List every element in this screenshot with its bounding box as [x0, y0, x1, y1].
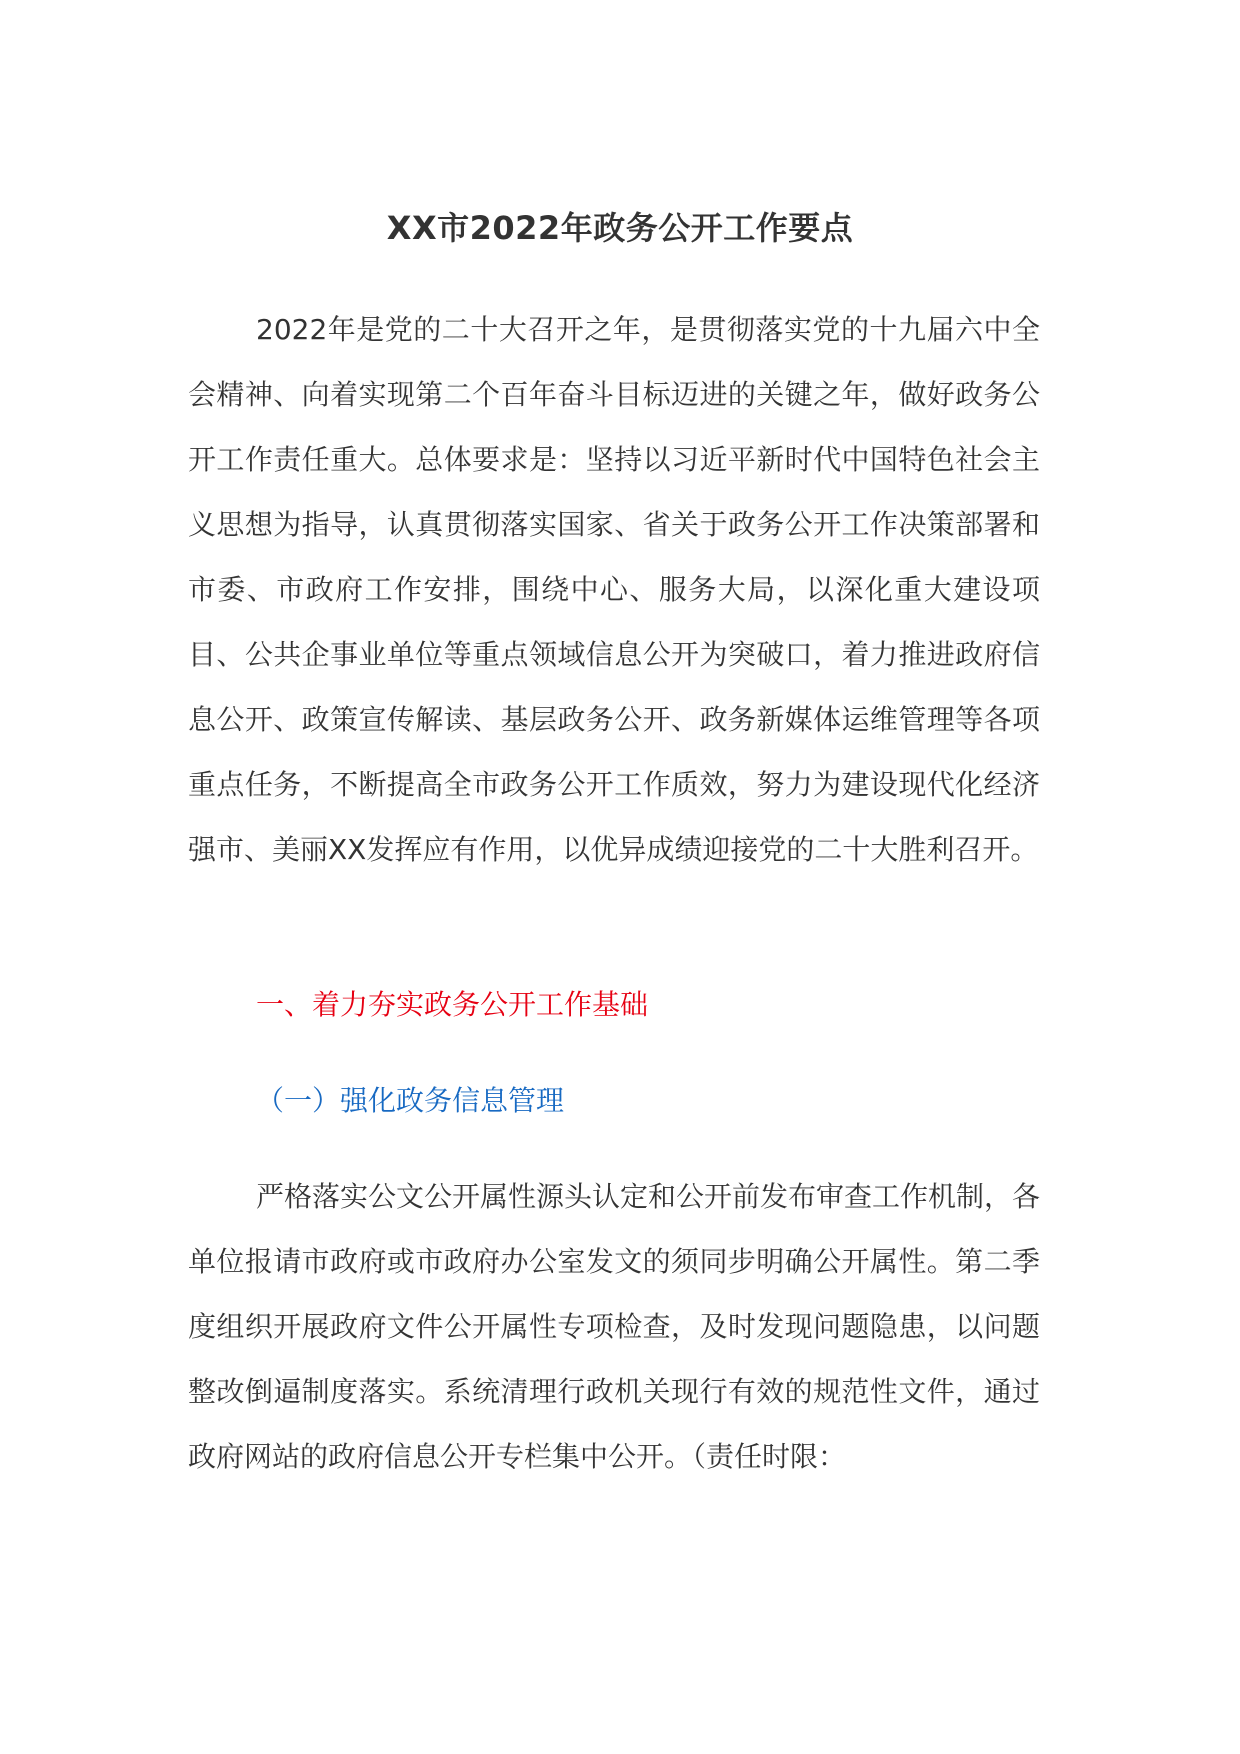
- subsection-heading: （一）强化政务信息管理: [256, 1084, 565, 1117]
- section-heading: 一、着力夯实政务公开工作基础: [256, 988, 649, 1021]
- body-paragraph: 严格落实公文公开属性源头认定和公开前发布审查工作机制，各单位报请市政府或市政府办公室发文的须同步明确公开属性。第二季度组织开展政府文件公开属性专项检查，及时发现问题隐患，以问题整改倒逼制度落实。系统清理行政机关现行有效的规范性文件，通过政府网站的政府信息公开专栏集中公开。（责任时限：: [188, 1180, 1041, 1473]
- document-title: XX市2022年政务公开工作要点: [386, 209, 854, 247]
- intro-paragraph: 2022年是党的二十大召开之年，是贯彻落实党的十九届六中全会精神、向着实现第二个百年奋斗目标迈进的关键之年，做好政务公开工作责任重大。总体要求是：坚持以习近平新时代中国特色社会主义思想为指导，认真贯彻落实国家、省关于政务公开工作决策部署和市委、市政府工作安排，围绕中心、服务大局，以深化重大建设项目、公共企事业单位等重点领域信息公开为突破口，着力推进政府信息公开、政策宣传解读、基层政务公开、政务新媒体运维管理等各项重点任务，不断提高全市政务公开工作质效，努力为建设现代化经济强市、美丽XX发挥应有作用，以优异成绩迎接党的二十大胜利召开。: [188, 313, 1040, 866]
